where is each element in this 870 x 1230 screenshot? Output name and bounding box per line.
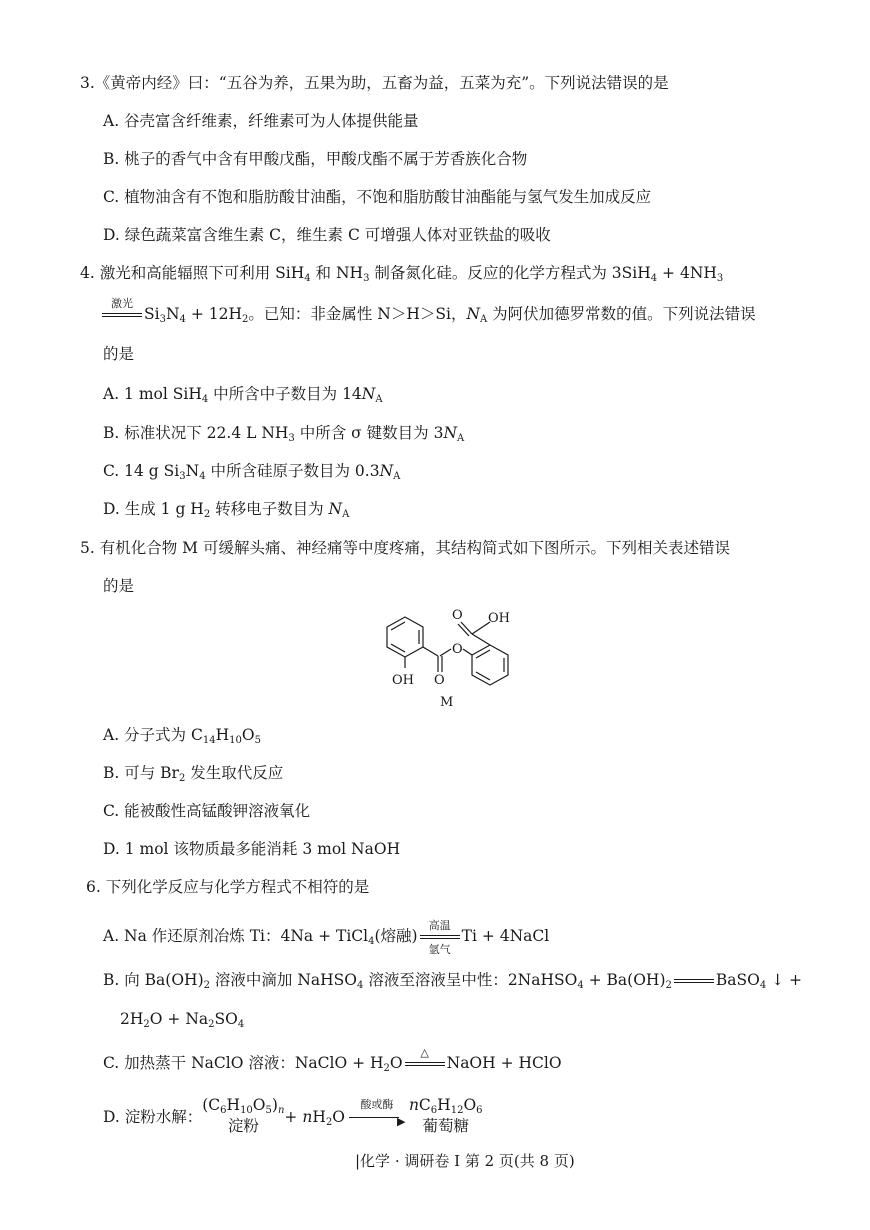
q3-stem: 3.《黄帝内经》曰：“五谷为养，五果为助，五畜为益，五菜为充”。下列说法错误的是 bbox=[80, 74, 669, 92]
q5-option-c: C. 能被酸性高锰酸钾溶液氧化 bbox=[103, 802, 311, 820]
q5-stem-line2: 的是 bbox=[103, 577, 135, 595]
svg-text:O: O bbox=[452, 608, 463, 623]
q5-option-b: B. 可与 $Br_2$ 发生取代反应 bbox=[103, 764, 284, 784]
q5-option-d: D. 1 mol 该物质最多能消耗 3 mol NaOH bbox=[103, 840, 401, 858]
q3-option-b: B. 桃子的香气中含有甲酸戊酯，甲酸戊酯不属于芳香族化合物 bbox=[103, 150, 528, 168]
molecule-label: M bbox=[440, 695, 454, 710]
q5-option-a: A. 分子式为 $C_{14}H_{10}O_5$ bbox=[103, 726, 261, 746]
q3-option-c: C. 植物油含有不饱和脂肪酸甘油酯，不饱和脂肪酸甘油酯能与氢气发生加成反应 bbox=[103, 188, 652, 206]
reaction-condition-high-temp-argon: 高温 氩气 bbox=[420, 925, 460, 947]
reaction-condition-heat: △ bbox=[405, 1052, 445, 1074]
q4-stem-line1: 4. 激光和高能辐照下可利用 SiH$_4$ 和 $NH_3$ 制备氮化硅。反应的化学方程式为 $3SiH_4 + 4NH_3$ bbox=[80, 264, 724, 284]
q4-option-d: D. 生成 1 g $H_2$ 转移电子数目为 $N_A$ bbox=[103, 500, 350, 520]
glucose-formula: $nC_6H_{12}O_6$ 葡萄糖 bbox=[408, 1096, 483, 1135]
svg-text:O: O bbox=[434, 673, 445, 688]
reaction-equals-sign bbox=[674, 969, 714, 991]
carboxyl-oh-label: OH bbox=[488, 611, 510, 626]
phenol-oh-label: OH bbox=[392, 673, 414, 688]
reaction-condition-laser: 激光 bbox=[102, 303, 142, 325]
q3-option-d: D. 绿色蔬菜富含维生素 C，维生素 C 可增强人体对亚铁盐的吸收 bbox=[103, 226, 551, 244]
q6-stem: 6. 下列化学反应与化学方程式不相符的是 bbox=[86, 878, 370, 896]
q6-option-b-line1: B. 向 $Ba(OH)_2$ 溶液中滴加 NaHSO$_4$ 溶液至溶液呈中性：2NaHSO$_4$ + $Ba(OH)_2$ BaSO$_4$ ↓ + bbox=[103, 971, 803, 991]
q4-stem-line2: 激光 $Si_3N_4 + 12H_2$。已知：非金属性 N＞H＞Si，$N_A$ 为阿伏加德罗常数的值。下列说法错误 bbox=[100, 303, 756, 325]
page-footer: |化学 · 调研卷 Ⅰ 第 2 页(共 8 页) bbox=[355, 1152, 575, 1170]
reaction-arrow-acid-or-enzyme: 酸或酶 ▶ bbox=[349, 1106, 405, 1128]
q4-option-b: B. 标准状况下 22.4 L $NH_3$ 中所含 σ 键数目为 $3N_A$ bbox=[103, 424, 465, 444]
ester-o-label: O bbox=[452, 642, 463, 657]
starch-formula: $(C_6H_{10}O_5)_n$ 淀粉 bbox=[202, 1096, 285, 1135]
q6-option-b-line2: $2H_2O + Na_2SO_4$ bbox=[120, 1010, 245, 1030]
q3-option-a: A. 谷壳富含纤维素，纤维素可为人体提供能量 bbox=[103, 112, 419, 130]
q4-option-a: A. 1 mol SiH$_4$ 中所含中子数目为 $14N_A$ bbox=[103, 385, 383, 405]
q4-stem-line3: 的是 bbox=[103, 345, 135, 363]
q4-option-c: C. 14 g $Si_3N_4$ 中所含硅原子数目为 $0.3N_A$ bbox=[103, 462, 401, 482]
q6-option-c: C. 加热蒸干 NaClO 溶液：NaClO + $H_2O$ △ NaOH + HClO bbox=[103, 1046, 562, 1074]
q5-stem-line1: 5. 有机化合物 M 可缓解头痛、神经痛等中度疼痛，其结构简式如下图所示。下列相关表述错误 bbox=[80, 539, 730, 557]
q6-option-d: D. 淀粉水解： $(C_6H_{10}O_5)_n$ 淀粉 + $nH_2O$ 酸或酶 ▶ $nC_6H_{12}O_6$ 葡萄糖 bbox=[103, 1096, 483, 1138]
molecule-m-structure bbox=[372, 600, 522, 710]
q6-option-a: A. Na 作还原剂冶炼 Ti：4Na + TiCl$_4$(熔融) 高温 氩气 Ti + 4NaCl bbox=[103, 919, 550, 956]
